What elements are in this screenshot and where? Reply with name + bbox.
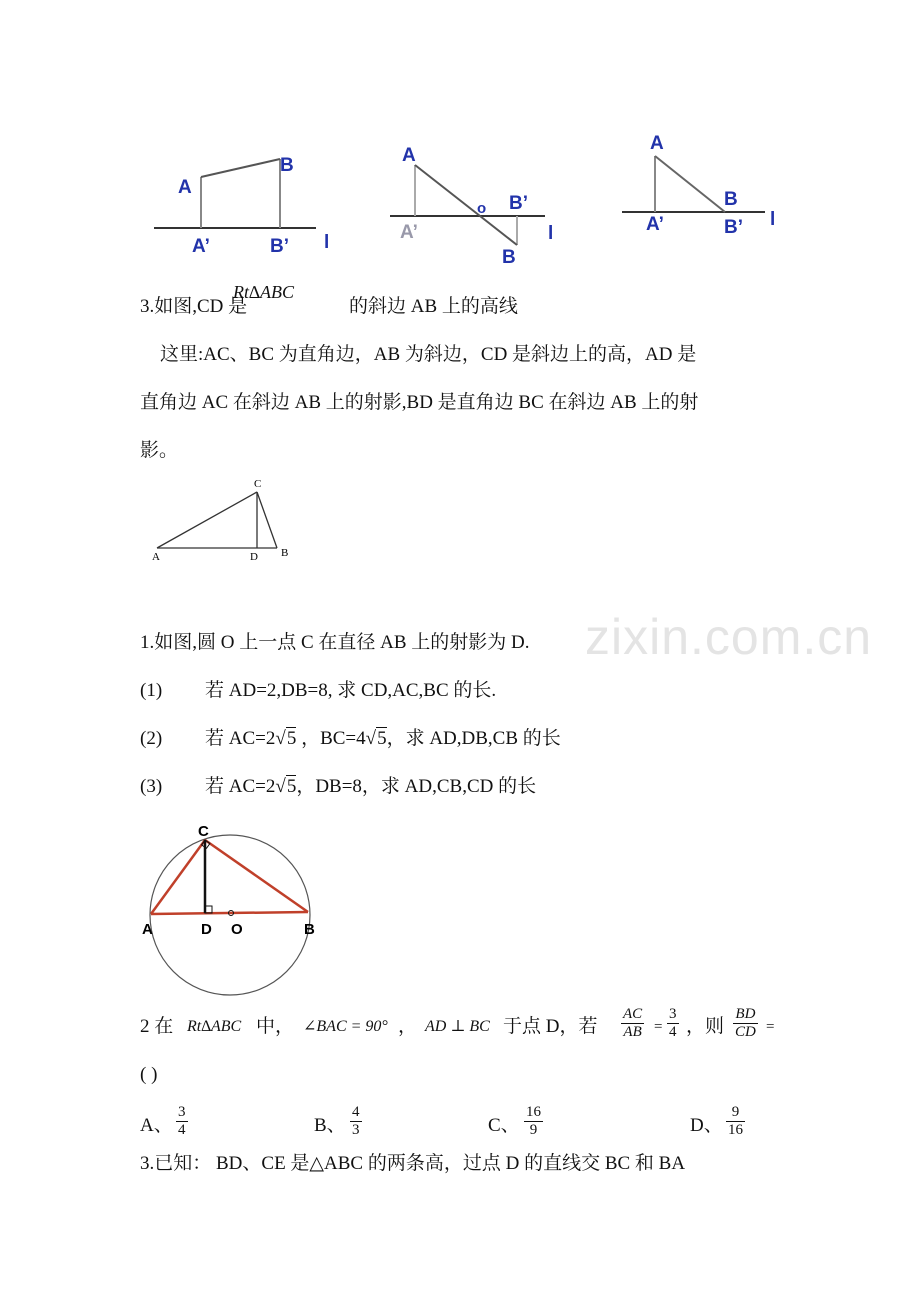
problem1-q3: 若 AC=2√5，DB=8，求 AD,CB,CD 的长	[205, 776, 537, 797]
label-a: A	[152, 551, 160, 563]
label-c: C	[254, 478, 262, 490]
item3-explain1: 这里:AC、BC 为直角边，AB 为斜边，CD 是斜边上的高，AD 是	[160, 344, 697, 365]
label-o: o	[477, 200, 487, 217]
problem2-blank: ( )	[140, 1064, 158, 1085]
problem1-q2: 若 AC=2√5 ，BC=4√5，求 AD,DB,CB 的长	[205, 728, 561, 749]
option-c-fraction: $\frac{16}{9}$	[526, 1104, 541, 1138]
option-b-fraction: $\frac{4}{3}$	[352, 1104, 360, 1138]
label-a-proj: A’	[646, 214, 664, 235]
problem1-q2-num: (2)	[140, 728, 163, 749]
problem2-eq2: =	[766, 1019, 775, 1035]
label-b-proj: B’	[509, 193, 528, 214]
label-b: B	[304, 921, 315, 938]
label-b-proj: B’	[724, 217, 743, 238]
item3-suffix: 的斜边 AB 上的高线	[349, 296, 518, 317]
option-d-label: D、	[690, 1115, 723, 1136]
problem2-angle: ∠BAC = 90°	[303, 1018, 388, 1035]
fraction-3-4: $\frac{3}{4}$	[669, 1006, 677, 1040]
label-b: B	[280, 155, 294, 176]
label-o: O	[231, 921, 243, 938]
label-a-proj: A’	[400, 222, 418, 243]
label-line: l	[548, 223, 554, 244]
problem3-text: 3.已知： BD、CE 是△ABC 的两条高，过点 D 的直线交 BC 和 BA	[140, 1153, 686, 1174]
fraction-ac-ab: $\frac{AC}{AB}$	[623, 1006, 643, 1040]
problem1-q1-num: (1)	[140, 680, 163, 701]
problem1-q3-num: (3)	[140, 776, 163, 797]
label-b: B	[281, 547, 289, 559]
option-a-fraction: $\frac{3}{4}$	[178, 1104, 186, 1138]
problem1-stem: 1.如图,圆 O 上一点 C 在直径 AB 上的射影为 D.	[140, 632, 530, 653]
option-c-label: C、	[488, 1115, 520, 1136]
fraction-bd-cd: $\frac{BD}{CD}$	[735, 1006, 756, 1040]
watermark: zixin.com.cn	[585, 609, 873, 665]
triangle-figure	[140, 472, 310, 567]
item3-explain2: 直角边 AC 在斜边 AB 上的射影,BD 是直角边 BC 在斜边 AB 上的射	[140, 392, 699, 413]
problem2-tri: Rt∆ABC	[187, 1018, 242, 1035]
problem2-perp: AD ⊥ BC	[425, 1018, 490, 1035]
problem2-zhong: 中，	[256, 1016, 295, 1037]
problem2-num: 2 在	[140, 1016, 174, 1037]
label-d: D	[201, 921, 212, 938]
label-a-proj: A’	[192, 236, 210, 257]
projection-figure-right	[622, 133, 775, 238]
circle-figure	[138, 820, 338, 1005]
label-d: D	[250, 551, 258, 563]
label-c: C	[198, 823, 209, 840]
label-a: A	[650, 133, 664, 154]
problem1-q1: 若 AD=2,DB=8, 求 CD,AC,BC 的长.	[205, 680, 497, 701]
item3-prefix: 3.如图,CD 是	[140, 296, 248, 317]
option-d-fraction: $\frac{9}{16}$	[728, 1104, 743, 1138]
option-a-label: A、	[140, 1115, 173, 1136]
label-b-proj: B’	[270, 236, 289, 257]
label-b: B	[724, 189, 738, 210]
problem2-eq: =	[654, 1019, 663, 1035]
projection-figure-left	[154, 155, 329, 257]
label-b: B	[502, 247, 516, 268]
problem2-then: ，则	[686, 1016, 725, 1037]
label-a: A	[142, 921, 153, 938]
projection-figures	[140, 125, 800, 275]
projection-figure-middle	[390, 145, 553, 268]
problem2-foot: 于点 D，若	[503, 1016, 598, 1037]
problem2-comma: ，	[398, 1016, 418, 1037]
label-a: A	[402, 145, 416, 166]
item3-explain3: 影。	[140, 440, 179, 461]
label-line: l	[770, 209, 776, 230]
label-line: l	[324, 232, 330, 253]
item3-math: Rt∆ABC	[233, 282, 295, 302]
label-a: A	[178, 177, 192, 198]
option-b-label: B、	[314, 1115, 346, 1136]
